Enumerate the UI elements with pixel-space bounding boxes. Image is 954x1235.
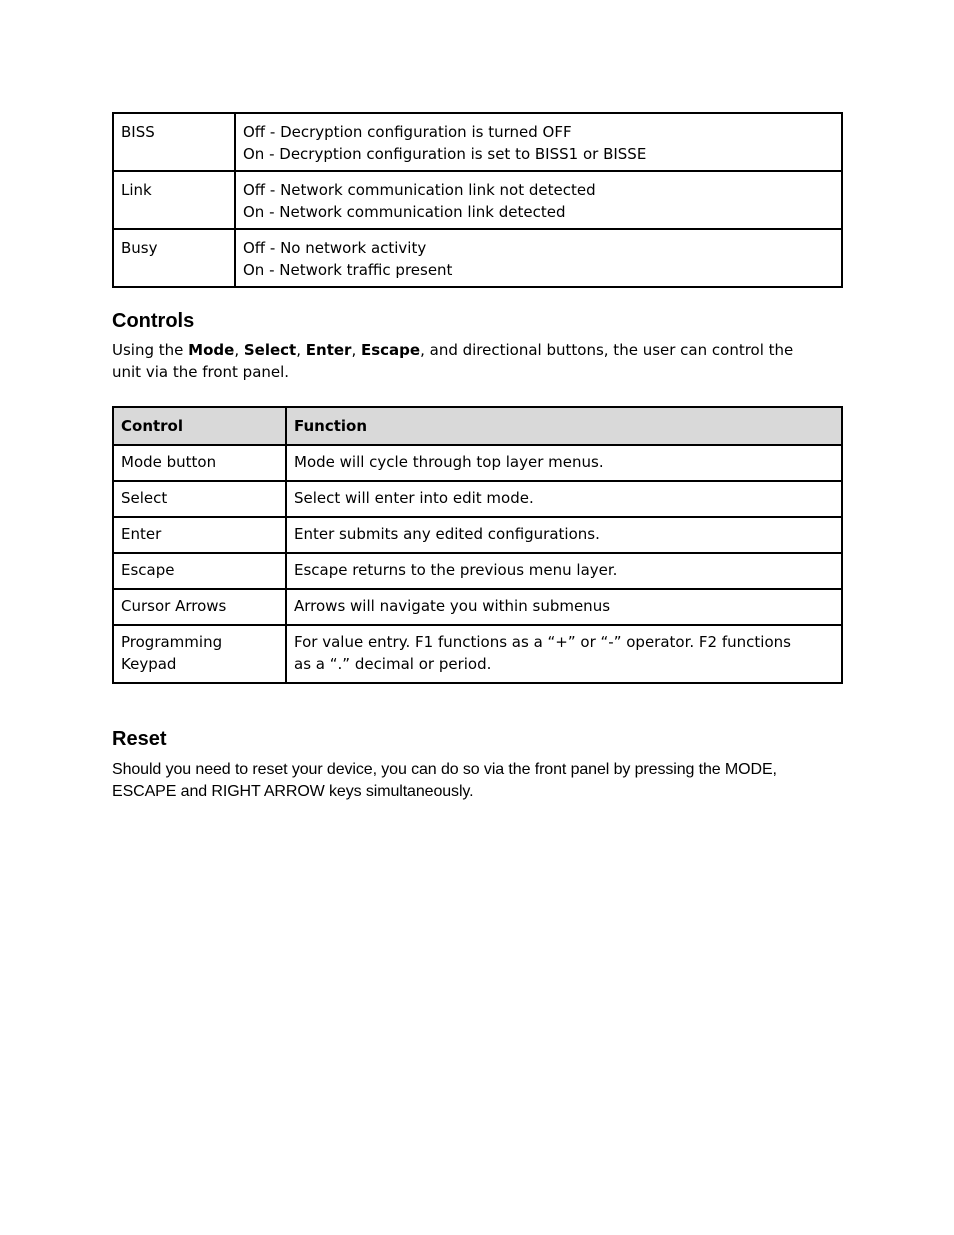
intro-text: , bbox=[234, 341, 244, 359]
led-description-line: On - Network traffic present bbox=[243, 260, 453, 279]
table-row bbox=[113, 171, 842, 229]
column-header-function: Function bbox=[286, 407, 842, 445]
document-page bbox=[112, 112, 843, 803]
led-description bbox=[235, 113, 842, 171]
intro-text: , bbox=[351, 341, 361, 359]
control-cell-line: Keypad bbox=[121, 654, 177, 673]
led-name: BISS bbox=[113, 113, 235, 171]
reset-paragraph bbox=[112, 759, 843, 803]
table-row bbox=[113, 517, 842, 553]
led-description bbox=[235, 229, 842, 287]
intro-bold-escape: Escape bbox=[360, 341, 421, 359]
table-row bbox=[113, 113, 842, 171]
control-cell-line: Programming bbox=[121, 633, 223, 651]
controls-table bbox=[112, 406, 843, 684]
intro-bold-select: Select bbox=[243, 341, 297, 359]
control-cell: Cursor Arrows bbox=[113, 589, 286, 625]
table-header-row bbox=[113, 407, 842, 445]
led-description-line: On - Decryption configuration is set to BISS1 or BISSE bbox=[243, 144, 647, 163]
function-cell: Select will enter into edit mode. bbox=[286, 481, 842, 517]
control-cell: Mode button bbox=[113, 445, 286, 481]
table-row bbox=[113, 589, 842, 625]
intro-text: , bbox=[296, 341, 306, 359]
controls-intro-line: unit via the front panel. bbox=[112, 363, 290, 381]
led-name: Link bbox=[113, 171, 235, 229]
function-cell-line: For value entry. F1 functions as a “+” or “-” operator. F2 functions bbox=[294, 633, 791, 651]
control-cell: Select bbox=[113, 481, 286, 517]
reset-paragraph-line: ESCAPE and RIGHT ARROW keys simultaneously. bbox=[112, 783, 474, 800]
table-row bbox=[113, 229, 842, 287]
control-cell bbox=[113, 625, 286, 683]
control-cell: Enter bbox=[113, 517, 286, 553]
led-description bbox=[235, 171, 842, 229]
reset-heading: Reset bbox=[112, 728, 167, 750]
control-cell: Escape bbox=[113, 553, 286, 589]
intro-bold-mode: Mode bbox=[188, 341, 235, 359]
led-description-line: Off - No network activity bbox=[243, 239, 427, 257]
led-status-table bbox=[112, 112, 843, 288]
led-name: Busy bbox=[113, 229, 235, 287]
table-row bbox=[113, 553, 842, 589]
table-row bbox=[113, 625, 842, 683]
function-cell-line: as a “.” decimal or period. bbox=[294, 654, 492, 673]
intro-bold-enter: Enter bbox=[305, 341, 352, 359]
controls-heading: Controls bbox=[112, 310, 195, 332]
table-row bbox=[113, 481, 842, 517]
reset-paragraph-line: Should you need to reset your device, you can do so via the front panel by pressing the MODE, bbox=[112, 761, 777, 778]
intro-text: Using the bbox=[112, 341, 189, 359]
function-cell: Mode will cycle through top layer menus. bbox=[286, 445, 842, 481]
led-description-line: On - Network communication link detected bbox=[243, 202, 566, 221]
function-cell: Arrows will navigate you within submenus bbox=[286, 589, 842, 625]
led-description-line: Off - Decryption configuration is turned OFF bbox=[243, 123, 572, 141]
controls-intro-line bbox=[112, 339, 843, 361]
controls-intro bbox=[112, 339, 843, 383]
function-cell bbox=[286, 625, 842, 683]
intro-text: , and directional buttons, the user can control the bbox=[420, 341, 794, 359]
function-cell: Escape returns to the previous menu layer. bbox=[286, 553, 842, 589]
column-header-control: Control bbox=[113, 407, 286, 445]
function-cell: Enter submits any edited configurations. bbox=[286, 517, 842, 553]
controls-table-wrap bbox=[112, 406, 843, 684]
table-row bbox=[113, 445, 842, 481]
led-description-line: Off - Network communication link not detected bbox=[243, 181, 596, 199]
